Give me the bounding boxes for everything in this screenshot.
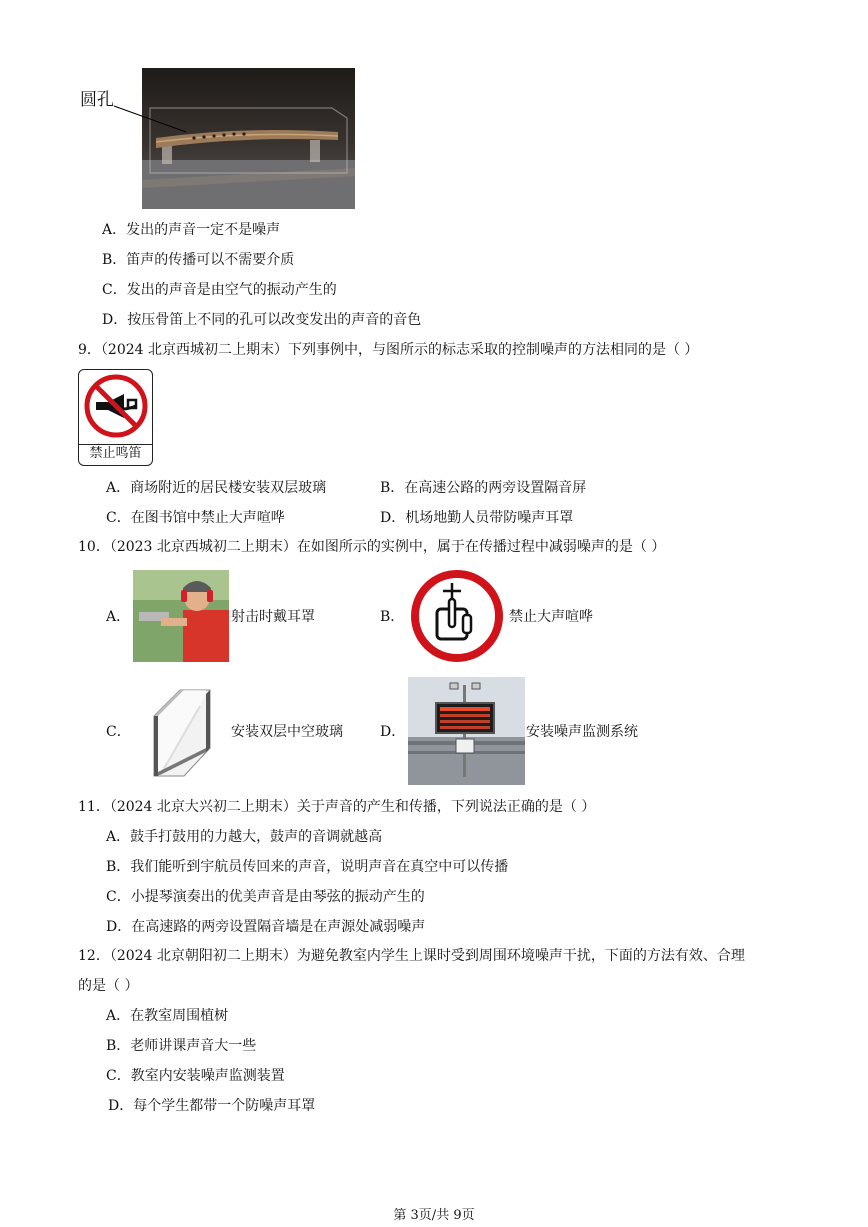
no-loud-talking-sign [409, 569, 505, 663]
q9-option-b: B．在高速公路的两旁设置隔音屏 [380, 480, 587, 496]
q8-option-a: A．发出的声音一定不是噪声 [102, 222, 281, 238]
q12-stem-line2: 的是（ ） [78, 978, 139, 994]
q12-stem-line1: 12．（2024 北京朝阳初二上期末）为避免教室内学生上课时受到周围环境噪声干扰，下面的方法有效、合理 [78, 948, 745, 964]
q9-option-a: A．商场附近的居民楼安装双层玻璃 [106, 480, 327, 496]
q12-option-d: D．每个学生都带一个防噪声耳罩 [108, 1098, 316, 1114]
bone-flute-image [142, 68, 355, 209]
q10-caption-b: 禁止大声喧哗 [509, 609, 593, 625]
page-number: 第 3页/共 9页 [393, 1208, 475, 1223]
q10-caption-d: 安装噪声监测系统 [526, 724, 638, 740]
q8-option-b: B．笛声的传播可以不需要介质 [102, 252, 295, 268]
flute-hole-label: 圆孔 [80, 90, 114, 110]
q12-option-a: A．在教室周围植树 [106, 1008, 229, 1024]
no-honking-sign [78, 369, 153, 466]
no-honking-caption: 禁止鸣笛 [79, 444, 152, 463]
q11-option-b: B．我们能听到宇航员传回来的声音，说明声音在真空中可以传播 [106, 859, 509, 875]
q11-option-a: A．鼓手打鼓用的力越大，鼓声的音调就越高 [106, 829, 383, 845]
q8-option-d: D．按压骨笛上不同的孔可以改变发出的声音的音色 [102, 312, 422, 328]
shooter-earmuffs-image [133, 570, 229, 662]
q9-option-c: C．在图书馆中禁止大声喧哗 [106, 510, 285, 526]
q9-option-d: D．机场地勤人员带防噪声耳罩 [380, 510, 574, 526]
q12-option-b: B．老师讲课声音大一些 [106, 1038, 257, 1054]
q11-option-d: D．在高速路的两旁设置隔音墙是在声源处减弱噪声 [106, 919, 426, 935]
q10-letter-d: D． [380, 724, 406, 740]
q10-caption-c: 安装双层中空玻璃 [231, 724, 343, 740]
q10-stem: 10．（2023 北京西城初二上期末）在如图所示的实例中，属于在传播过程中减弱噪声的是（ ） [78, 539, 666, 555]
q10-letter-c: C． [106, 724, 131, 740]
q11-stem: 11．（2024 北京大兴初二上期末）关于声音的产生和传播，下列说法正确的是（ ） [78, 799, 596, 815]
q11-option-c: C．小提琴演奏出的优美声音是由琴弦的振动产生的 [106, 889, 425, 905]
pointer-line [112, 98, 192, 138]
double-glazing-image [150, 686, 214, 778]
q12-option-c: C．教室内安装噪声监测装置 [106, 1068, 285, 1084]
noise-monitor-image [408, 677, 525, 785]
q8-option-c: C．发出的声音是由空气的振动产生的 [102, 282, 337, 298]
q10-letter-a: A． [106, 609, 131, 625]
q10-caption-a: 射击时戴耳罩 [231, 609, 315, 625]
q10-letter-b: B． [380, 609, 405, 625]
q9-stem: 9．（2024 北京西城初二上期末）下列事例中，与图所示的标志采取的控制噪声的方法相同的是（ ） [78, 342, 699, 358]
